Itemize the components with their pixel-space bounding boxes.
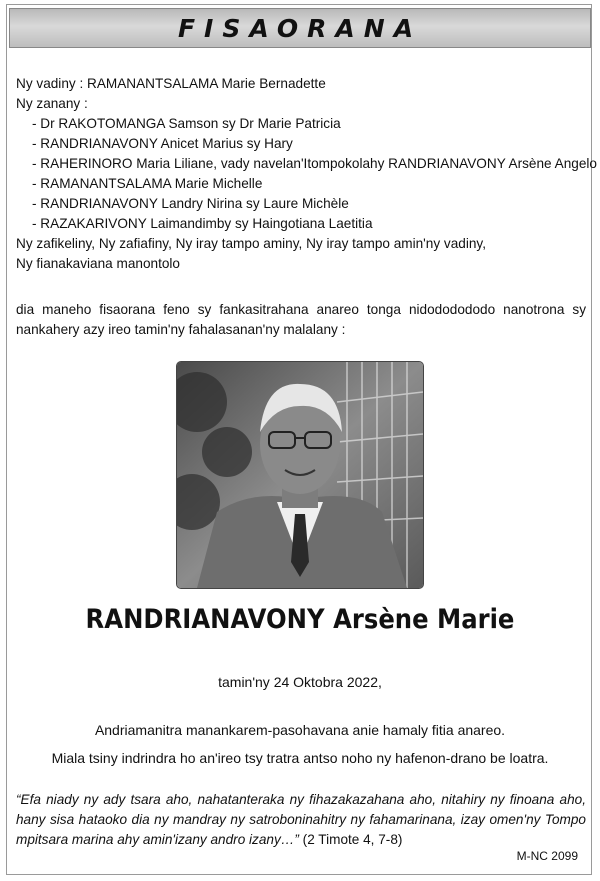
verse-citation: (2 Timote 4, 7-8) (298, 832, 403, 847)
family-line: Ny zafikeliny, Ny zafiafiny, Ny iray tampo aminy, Ny iray tampo amin'ny vadiny, (16, 236, 486, 251)
child-item: - RANDRIANAVONY Anicet Marius sy Hary (32, 136, 293, 151)
header-banner (9, 8, 591, 48)
blessing-line: Andriamanitra manankarem-pasohavana anie hamaly fitia anareo. (94, 722, 506, 738)
family-list (16, 74, 597, 274)
children-label: Ny zanany : (16, 96, 88, 111)
child-item: - RAMANANTSALAMA Marie Michelle (32, 176, 263, 191)
verse-quote: “Efa niady ny ady tsara aho, nahatanteraka ny fihazakazahana aho, nitahiry ny finoana aho, hany sisa hataoko dia ny mandray ny satroboninahitry ny fahamarinana, izay omen'ny Tompo mpitsara marina ahy amin'izany andro izany…” (16, 792, 586, 847)
reference-code: M-NC 2099 (516, 849, 578, 863)
apology-line: Miala tsiny indrindra ho an'ireo tsy tratra antso noho ny hafenon-drano be loatra. (51, 750, 549, 766)
date-line: tamin'ny 24 Oktobra 2022, (218, 674, 382, 690)
family-line: Ny fianakaviana manontolo (16, 256, 180, 271)
child-item: - RAZAKARIVONY Laimandimby sy Haingotiana Laetitia (32, 216, 373, 231)
child-item: - RANDRIANAVONY Landry Nirina sy Laure Michèle (32, 196, 349, 211)
thanks-paragraph: dia maneho fisaorana feno sy fankasitrahana anareo tonga nidododododo nanotrona sy nankahery azy ireo tamin'ny fahalasanan'ny malalany : (16, 302, 586, 337)
widow-line: Ny vadiny : RAMANANTSALAMA Marie Bernadette (16, 76, 326, 91)
portrait-photo (176, 361, 424, 589)
deceased-name: RANDRIANAVONY Arsène Marie (85, 604, 515, 635)
child-item: - Dr RAKOTOMANGA Samson sy Dr Marie Patricia (32, 116, 341, 131)
bible-verse (16, 790, 586, 850)
child-item: - RAHERINORO Maria Liliane, vady navelan'Itompokolahy RANDRIANAVONY Arsène Angelo (32, 156, 597, 171)
page-title: FISAORANA (177, 13, 423, 43)
